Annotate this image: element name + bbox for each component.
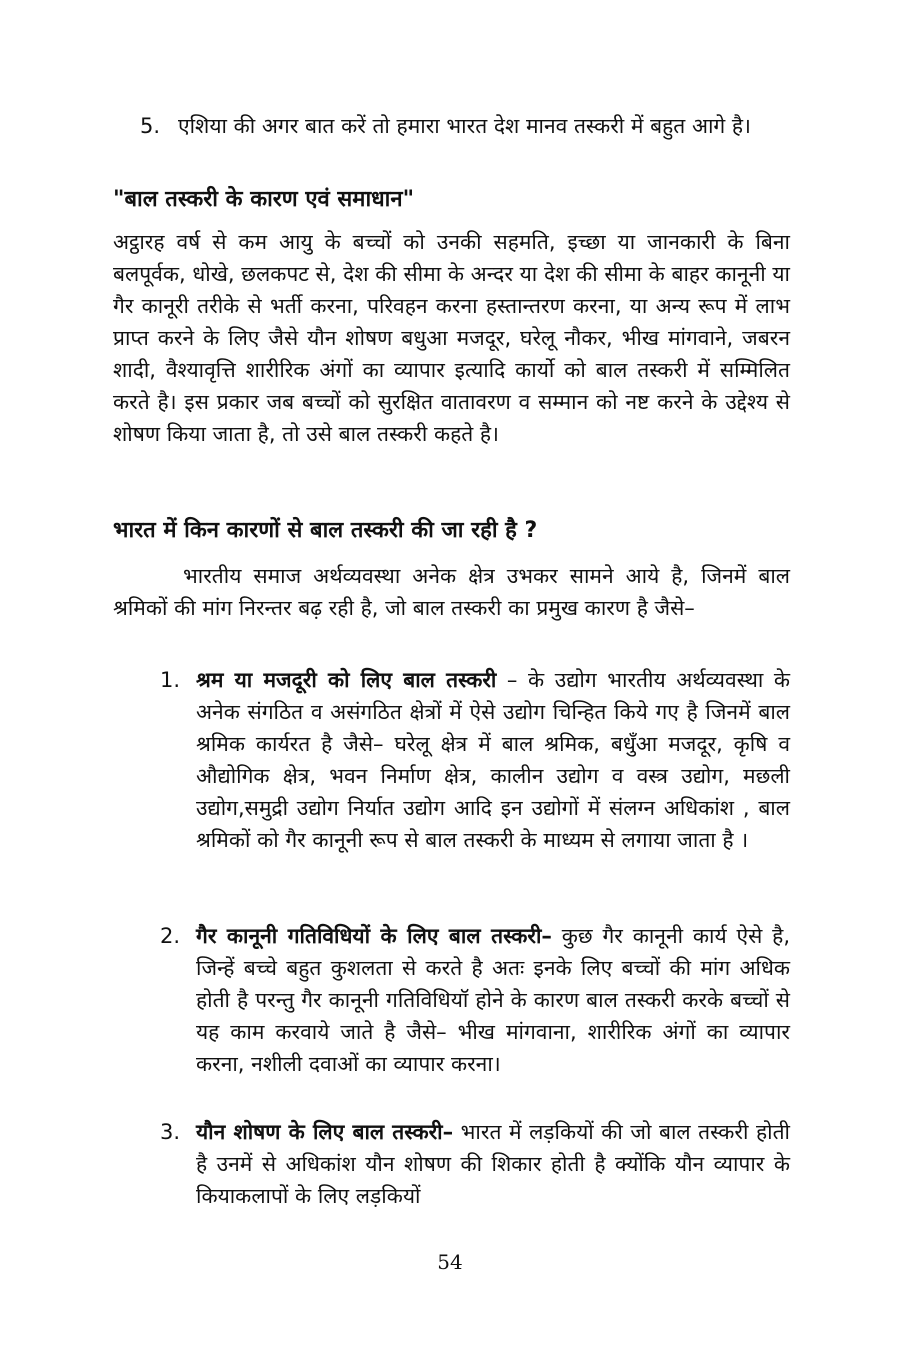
list-item-3 (160, 1116, 790, 1212)
list-item-5 (140, 110, 790, 142)
list-number: 1. (160, 668, 181, 692)
section-heading-causes-solutions: "बाल तस्करी के कारण एवं समाधान" (113, 187, 415, 212)
list-item-1 (160, 664, 790, 856)
list-item-body (196, 920, 790, 1080)
list-item-text: एशिया की अगर बात करें तो हमारा भारत देश मानव तस्करी में बहुत आगे है। (178, 114, 752, 138)
list-item-body (196, 664, 790, 856)
list-item-title: गैर कानूनी गतिविधियों के लिए बाल तस्करी– (196, 924, 552, 948)
list-item-text: कुछ गैर कानूनी कार्य ऐसे है, जिन्हें बच्चे बहुत कुशलता से करते है अतः इनके लिए बच्चों की मांग अधिक होती है परन्तु गैर कानूनी गतिविधियॉ होने के कारण बाल तस्करी करके बच्चों से यह काम करवाये जाते है जैसे– भीख मांगवाना, शारीरिक अंगों का व्यापार करना, नशीली दवाओं का व्यापार करना। (196, 924, 790, 1076)
list-number: 5. (140, 114, 161, 138)
definition-paragraph: अट्ठारह वर्ष से कम आयु के बच्चों को उनकी सहमति, इच्छा या जानकारी के बिना बलपूर्वक, धोखे, छलकपट से, देश की सीमा के अन्दर या देश की सीमा के बाहर कानूनी या गैर कानूरी तरीके से भर्ती करना, परिवहन करना हस्तान्तरण करना, या अन्य रूप में लाभ प्राप्त करने के लिए जैसे यौन शोषण बधुआ मजदूर, घरेलू नौकर, भीख मांगवाने, जबरन शादी, वैश्यावृत्ति शारीरिक अंगों का व्यापार इत्यादि कार्यो को बाल तस्करी में सम्मिलित करते है। इस प्रकार जब बच्चों को सुरक्षित वातावरण व सम्मान को नष्ट करने के उद्देश्य से शोषण किया जाता है, तो उसे बाल तस्करी कहते है। (113, 230, 790, 446)
section-heading-reasons: भारत में किन कारणों से बाल तस्करी की जा रही है ? (113, 518, 538, 543)
list-item-2 (160, 920, 790, 1080)
page-number: 54 (437, 1250, 463, 1274)
list-item-text: भारत में लड़कियों की जो बाल तस्करी होती है उनमें से अधिकांश यौन शोषण की शिकार होती है क्योंकि यौन व्यापार के कियाकलापों के लिए लड़कियों (196, 1120, 791, 1208)
list-item-text: – के उद्योग भारतीय अर्थव्यवस्था के अनेक संगठित व असंगठित क्षेत्रों में ऐसे उद्योग चिन्हित किये गए है जिनमें बाल श्रमिक कार्यरत है जैसे– घरेलू क्षेत्र में बाल श्रमिक, बधुँआ मजदूर, कृषि व औद्योगिक क्षेत्र, भवन निर्माण क्षेत्र, कालीन उद्योग व वस्त्र उद्योग, मछली उद्योग,समुद्री उद्योग निर्यात उद्योग आदि इन उद्योगों में संलग्न अधिकांश , बाल श्रमिकों को गैर कानूनी रूप से बाल तस्करी के माध्यम से लगाया जाता है । (196, 668, 790, 852)
list-item-body (196, 1116, 790, 1212)
list-item-title: यौन शोषण के लिए बाल तस्करी– (196, 1120, 454, 1144)
list-number: 2. (160, 924, 181, 948)
list-number: 3. (160, 1120, 181, 1144)
list-item-title: श्रम या मजदूरी को लिए बाल तस्करी (196, 668, 497, 692)
intro-paragraph: भारतीय समाज अर्थव्यवस्था अनेक क्षेत्र उभकर सामने आये है, जिनमें बाल श्रमिकों की मांग निरन्तर बढ़ रही है, जो बाल तस्करी का प्रमुख कारण है जैसे– (113, 564, 790, 620)
